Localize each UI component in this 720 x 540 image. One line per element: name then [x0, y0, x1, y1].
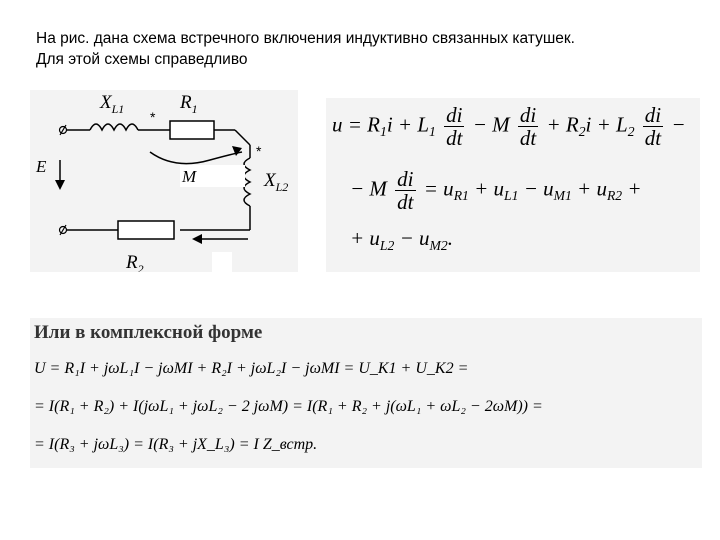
r1-label: $R_1$	[180, 92, 198, 116]
star-right: *	[256, 143, 262, 159]
complex-form-panel	[30, 318, 702, 468]
title-line-1: На рис. дана схема встречного включения индуктивно связанных катушек.	[36, 30, 575, 47]
equation-line-3: + $u_{L2} - u_{M2}$.	[350, 226, 453, 253]
inductor-icon-l1	[90, 124, 138, 130]
complex-line-2: = I(R₁ + R₂) + I(jωL₁ + jωL₂ − 2 jωM) = I(R₁ + R₂ + j(ωL₁ + ωL₂ − 2ωM)) =	[34, 398, 543, 415]
curved-arrow-icon	[150, 152, 242, 164]
xl1-label: $X_{L1}$	[100, 92, 125, 116]
time-domain-equation	[326, 98, 700, 272]
m-label: M	[182, 167, 197, 186]
circuit-diagram	[30, 90, 298, 272]
equation-line-1: $u = R_1i + L_1$ $\frac{di}{dt}$ − M $\frac{di}{dt}$ + $R_2i + L_2$ $\frac{di}{dt}$ −	[332, 103, 686, 151]
xl2-label: $X_{L2}$	[264, 170, 289, 194]
resistor-icon-r1	[170, 121, 214, 139]
title-line-2: Для этой схемы справедливо	[36, 51, 248, 68]
complex-line-1: U = R₁I + jωL₁I − jωMI + R₂I + jωL₂I − jωMI = U_K1 + U_K2 =	[34, 360, 469, 377]
star-top: *	[150, 109, 156, 125]
equation-line-2: − M $\frac{di}{dt}$ = $u_{R1} + u_{L1} - u_{M1} + u_{R2}$ +	[350, 167, 642, 215]
page-title	[36, 28, 696, 70]
circuit-svg	[30, 90, 298, 272]
e-label: E	[36, 157, 47, 176]
complex-heading: Или в комплексной форме	[34, 322, 263, 343]
r2-label: $R_2$	[126, 252, 144, 272]
resistor-icon-r2	[118, 221, 174, 239]
complex-line-3: = I(R₃ + jωL₃) = I(R₃ + jX_L₃) = I Z_встр.	[34, 436, 318, 453]
